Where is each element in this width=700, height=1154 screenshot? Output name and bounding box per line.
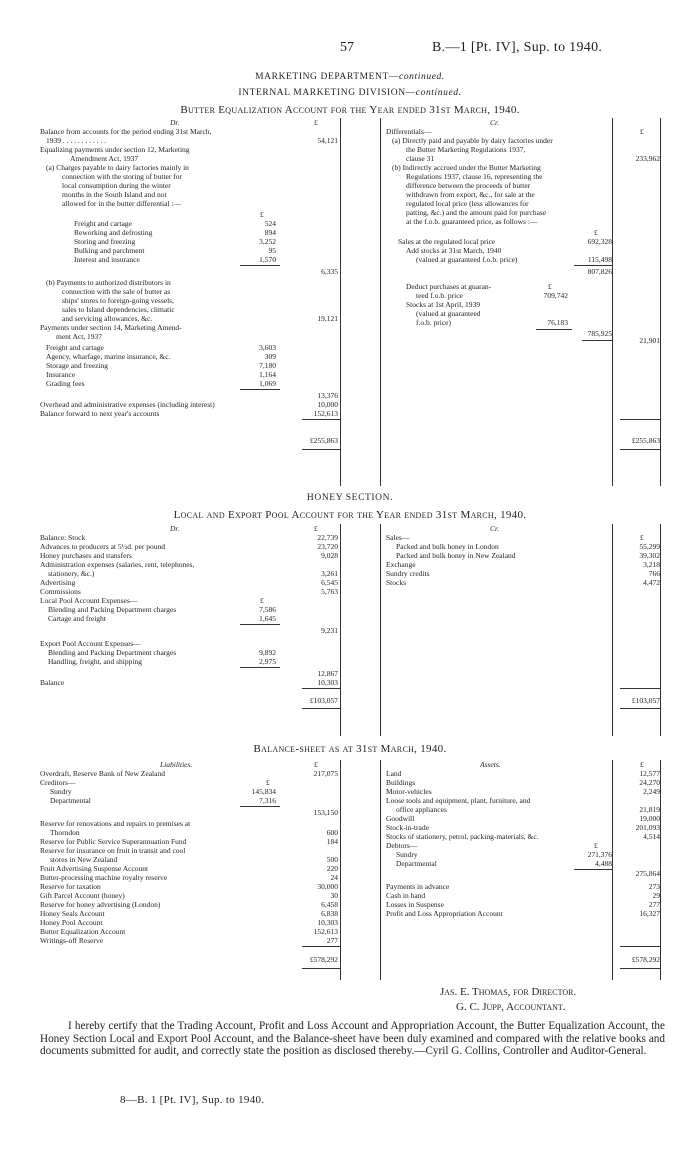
amount: 24,270 bbox=[639, 778, 660, 787]
amount: 21,901 bbox=[639, 336, 660, 345]
account-line: Packed and bulk honey in London bbox=[396, 542, 499, 551]
amount: 766 bbox=[648, 569, 660, 578]
amount: 3,252 bbox=[259, 237, 276, 246]
amount: 29 bbox=[652, 891, 660, 900]
account-line: f.o.b. price) bbox=[416, 318, 451, 327]
amount: 275,864 bbox=[635, 869, 660, 878]
amount: 233,962 bbox=[635, 154, 660, 163]
balance-line: Departmental bbox=[50, 796, 91, 805]
account-line: (a) Directly paid and payable by dairy factories under bbox=[392, 136, 553, 145]
account-line: Sales at the regulated local price bbox=[398, 237, 496, 246]
account-line: local consumption during the winter bbox=[62, 181, 171, 190]
balance-line: Land bbox=[386, 769, 402, 778]
amount: 217,075 bbox=[313, 769, 338, 778]
amount: 12,867 bbox=[317, 669, 338, 678]
account-line: Storage and freezing bbox=[46, 361, 109, 370]
amount: 600 bbox=[326, 828, 338, 837]
balance-line: Payments in advance bbox=[386, 882, 450, 891]
amount: 115,498 bbox=[587, 255, 612, 264]
account-line: Bulking and parchment bbox=[74, 246, 145, 255]
balance-sheet-table: Liabilities. £ Assets. £ Overdraft, Reserve Bank of New Zealand 217,075 Creditors— £ Sundry 145,834 Departmental 7,316 153,150 Reserve for renovations and repairs to premises at Thorndon 600 Reserve for Public Service Superannuation Fund 184 Reserve for insurance on fruit in transit and cool stores in New Zealand 500 Fruit Advertising Suspense Account 220 Butter-processing machine royalty reserve 24 Reserve for taxation 30,000 Gift Parcel Account (honey) 30 Reserve for honey advertising (London) 6,458 Honey Seals Account 6,838 Honey Pool Account 10,303 Butter Equalization Account 152,613 Writings-off Reserve 277 £578,292 Land 12,577 Buildings 24,270 Motor-vehicles 2,249 Loose tools and equipment, plant, furniture, and office appliances 21,819 Goodwill 19,000 Stock-in-trade 201,093 Stocks of stationery, petrol, packing-materials, &c. 4,514 Debtors— £ Sundry 271,376 Departmental 4,488 275,864 Payments in advance 273 Cash in hand 29 Losses in Suspense 277 Profit and Loss Appropriation Account 16,327 £578,292 bbox=[40, 760, 660, 980]
balance-line: Departmental bbox=[396, 859, 437, 868]
account-line: the Butter Marketing Regulations 1937, bbox=[406, 145, 526, 154]
amount: 273 bbox=[648, 882, 660, 891]
account-line: Storing and freezing bbox=[74, 237, 136, 246]
balance-line: Reserve for Public Service Superannuation Fund bbox=[40, 837, 187, 846]
amount: 3,218 bbox=[643, 560, 660, 569]
amount: 152,613 bbox=[313, 409, 338, 418]
amount: 6,838 bbox=[321, 909, 338, 918]
balance-line: Loose tools and equipment, plant, furniture, and bbox=[386, 796, 531, 805]
amount: 524 bbox=[264, 219, 276, 228]
honey-account-table: Dr. £ Cr. £ Balance: Stock 22,739 Advances to producers at 5½d. per pound 23,720 Honey purchases and transfers 9,028 Administration expenses (salaries, rent, telephones, stationery, &c.) 3,261 Advertising 6,545 Commissions 5,763 Local Pool Account Expenses— £ Blending and Packing Department charges 7,586 Cartage and freight 1,645 9,231 Export Pool Account Expenses— Blending and Packing Department charges 9,892 Handling, freight, and shipping 2,975 12,867 Balance 10,303 £103,057 Sales— Packed and bulk honey in London 55,299 Packed and bulk honey in New Zealand 39,302 Exchange 3,218 Sundry credits 766 Stocks 4,472 £103,057 bbox=[40, 524, 660, 736]
account-line: (b) Payments to authorized distributors in bbox=[46, 278, 171, 287]
account-line: Balance forward to next year's accounts bbox=[40, 409, 160, 418]
account-line: stationery, &c.) bbox=[48, 569, 95, 578]
department-title: MARKETING DEPARTMENT—continued. bbox=[255, 72, 445, 82]
account-line: allowed for in the butter differential :— bbox=[62, 199, 181, 208]
account-line: Blending and Packing Department charges bbox=[48, 648, 177, 657]
account-line: Commissions bbox=[40, 587, 81, 596]
amount: 201,093 bbox=[635, 823, 660, 832]
account-line: Advertising bbox=[40, 578, 76, 587]
document-reference: B.—1 [Pt. IV], Sup. to 1940. bbox=[432, 40, 603, 55]
amount: 39,302 bbox=[639, 551, 660, 560]
dr-heading: Dr. bbox=[170, 118, 180, 127]
amount: 7,180 bbox=[259, 361, 276, 370]
amount: 9,892 bbox=[259, 648, 276, 657]
account-line: Overhead and administrative expenses (including interest) bbox=[40, 400, 215, 409]
balance-line: stores in New Zealand bbox=[50, 855, 118, 864]
balance-line: Stocks of stationery, petrol, packing-materials, &c. bbox=[386, 832, 539, 841]
account-line: Stocks bbox=[386, 578, 407, 587]
amount: 1,164 bbox=[259, 370, 276, 379]
cr-heading: Cr. bbox=[490, 118, 499, 127]
amount: 24 bbox=[330, 873, 338, 882]
amount: 10,303 bbox=[317, 918, 338, 927]
account-line: Stocks at 1st April, 1939 bbox=[406, 300, 480, 309]
amount: 22,739 bbox=[317, 533, 338, 542]
balance-line: Cash in hand bbox=[386, 891, 426, 900]
accountant-signature: G. C. Jupp, Accountant. bbox=[456, 1001, 566, 1013]
amount: 10,000 bbox=[317, 400, 338, 409]
amount: 6,458 bbox=[321, 900, 338, 909]
amount: 1,645 bbox=[259, 614, 276, 623]
amount: 7,586 bbox=[259, 605, 276, 614]
butter-account-title: Butter Equalization Account for the Year ended 31st March, 1940. bbox=[180, 104, 520, 116]
page-footer: 8—B. 1 [Pt. IV], Sup. to 1940. bbox=[120, 1094, 265, 1106]
account-line: Balance: Stock bbox=[40, 533, 86, 542]
amount: 23,720 bbox=[317, 542, 338, 551]
account-line: difference between the proceeds of butter bbox=[406, 181, 531, 190]
butter-account-table: Dr. £ Cr. £ Balance from accounts for the period ending 31st March, 1939 . . . . . . . . . . . . 54,121 Equalizing payments under section 12, Marketing Amendment Act, 1937 (a) Charges payable to dairy factories mainly in connection with the storing of butter for local consumption during the winter months in the South Island and not allowed for in the butter differential :— £ Freight and cartage 524 Reworking and defrosting 894 Storing and freezing 3,252 Bulking and parchment 95 Interest and insurance 1,570 6,335 (b) Payments to authorized distributors in connection with the sale of butter as ships' stores to foreign-going vessels, sales to Island dependencies, climatic and servicing allowances, &c. 19,121 Payments under section 14, Marketing Amend- ment Act, 1937 Freight and cartage 3,603 Agency, wharfage, marine insurance, &c. 309 Storage and freezing 7,180 Insurance 1,164 Grading fees 1,069 13,376 Overhead and administrative expenses (including interest) 10,000 Balance forward to next year's accounts 152,613 £255,863 Differentials— (a) Directly paid and payable by dairy factories under the Butter Marketing Regulations 1937, clause 31 233,962 (b) Indirectly accrued under the Butter Marketing Regulations 1937, clause 16, representing the difference between the proceeds of butter withdrawn from export, &c., for sale at the regulated local price (less allowances for patting, &c.) and the amount paid for purchase at the f.o.b. guaranteed price, as follows :— £ Sales at the regulated local price 692,328 Add stocks at 31st March, 1940 (valued at guaranteed f.o.b. price) 115,498 807,826 Deduct purchases at guaran- £ teed f.o.b. price 709,742 Stocks at 1st April, 1939 (valued at guaranteed f.o.b. price) 76,183 785,925 21,901 £255,863 bbox=[40, 118, 660, 486]
amount: 95 bbox=[268, 246, 276, 255]
amount: 1,069 bbox=[259, 379, 276, 388]
account-line: Export Pool Account Expenses— bbox=[40, 639, 141, 648]
balance-line: Reserve for taxation bbox=[40, 882, 101, 891]
amount: 277 bbox=[326, 936, 338, 945]
account-line: Blending and Packing Department charges bbox=[48, 605, 177, 614]
amount: 10,303 bbox=[317, 678, 338, 687]
account-line: Reworking and defrosting bbox=[74, 228, 153, 237]
amount: 2,975 bbox=[259, 657, 276, 666]
balance-line: Debtors— bbox=[386, 841, 418, 850]
account-line: Freight and cartage bbox=[46, 343, 104, 352]
account-line: (valued at guaranteed bbox=[416, 309, 481, 318]
account-line: (a) Charges payable to dairy factories mainly in bbox=[46, 163, 189, 172]
amount: 13,376 bbox=[317, 391, 338, 400]
account-line: connection with the sale of butter as bbox=[62, 287, 171, 296]
balance-line: Thorndon bbox=[50, 828, 80, 837]
page-header bbox=[0, 40, 700, 60]
amount: 30,000 bbox=[317, 882, 338, 891]
account-line: Interest and insurance bbox=[74, 255, 140, 264]
account-line: connection with the storing of butter for bbox=[62, 172, 182, 181]
division-title: INTERNAL MARKETING DIVISION—continued. bbox=[238, 88, 462, 98]
honey-section-title: HONEY SECTION. bbox=[306, 493, 394, 503]
amount: 277 bbox=[648, 900, 660, 909]
account-line: and servicing allowances, &c. bbox=[62, 314, 153, 323]
account-line: Balance from accounts for the period ending 31st March, bbox=[40, 127, 212, 136]
amount: 894 bbox=[264, 228, 276, 237]
account-line: ships' stores to foreign-going vessels, bbox=[62, 296, 174, 305]
balance-line: Writings-off Reserve bbox=[40, 936, 104, 945]
amount: 153,150 bbox=[313, 808, 338, 817]
balance-line: Losses in Suspense bbox=[386, 900, 444, 909]
page-number: 57 bbox=[340, 40, 354, 55]
account-line: Add stocks at 31st March, 1940 bbox=[406, 246, 502, 255]
director-signature: Jas. E. Thomas, for Director. bbox=[440, 986, 577, 998]
balance-line: Stock-in-trade bbox=[386, 823, 429, 832]
balance-line: Sundry bbox=[50, 787, 72, 796]
amount: 807,826 bbox=[587, 267, 612, 276]
amount: 5,763 bbox=[321, 587, 338, 596]
amount: 271,376 bbox=[587, 850, 612, 859]
account-line: at the f.o.b. guaranteed price, as follows :— bbox=[406, 217, 538, 226]
balance-line: Butter Equalization Account bbox=[40, 927, 126, 936]
total-amount: £103,057 bbox=[309, 696, 338, 705]
total-amount: £255,863 bbox=[309, 436, 338, 445]
balance-line: Overdraft, Reserve Bank of New Zealand bbox=[40, 769, 165, 778]
amount: 2,249 bbox=[643, 787, 660, 796]
account-line: Exchange bbox=[386, 560, 416, 569]
account-line: Grading fees bbox=[46, 379, 85, 388]
account-line: patting, &c.) and the amount paid for purchase bbox=[406, 208, 547, 217]
amount: 3,261 bbox=[321, 569, 338, 578]
balance-line: Sundry bbox=[396, 850, 418, 859]
balance-line: office appliances bbox=[396, 805, 447, 814]
account-line: Agency, wharfage, marine insurance, &c. bbox=[46, 352, 171, 361]
amount: 500 bbox=[326, 855, 338, 864]
account-line: 1939 . . . . . . . . . . . . bbox=[46, 136, 106, 145]
balance-line: Goodwill bbox=[386, 814, 415, 823]
account-line: Honey purchases and transfers bbox=[40, 551, 132, 560]
account-line: Cartage and freight bbox=[48, 614, 106, 623]
amount: 9,231 bbox=[321, 626, 338, 635]
balance-line: Reserve for honey advertising (London) bbox=[40, 900, 161, 909]
assets-heading: Assets. bbox=[480, 760, 501, 769]
account-line: (b) Indirectly accrued under the Butter Marketing bbox=[392, 163, 541, 172]
account-line: Packed and bulk honey in New Zealand bbox=[396, 551, 516, 560]
amount: 9,028 bbox=[321, 551, 338, 560]
amount: 1,570 bbox=[259, 255, 276, 264]
balance-line: Creditors— bbox=[40, 778, 76, 787]
amount: 54,121 bbox=[317, 136, 338, 145]
amount: 7,316 bbox=[259, 796, 276, 805]
amount: 709,742 bbox=[543, 291, 568, 300]
account-line: Local Pool Account Expenses— bbox=[40, 596, 138, 605]
account-line: withdrawn from export, &c., for sale at the bbox=[406, 190, 535, 199]
balance-line: Motor-vehicles bbox=[386, 787, 432, 796]
account-line: Advances to producers at 5½d. per pound bbox=[40, 542, 165, 551]
liabilities-heading: Liabilities. bbox=[160, 760, 193, 769]
account-line: Deduct purchases at guaran- bbox=[406, 282, 492, 291]
account-line: Handling, freight, and shipping bbox=[48, 657, 142, 666]
balance-line: Butter-processing machine royalty reserve bbox=[40, 873, 168, 882]
amount: 12,577 bbox=[639, 769, 660, 778]
cr-heading: Cr. bbox=[490, 524, 499, 533]
account-line: ment Act, 1937 bbox=[56, 332, 103, 341]
audit-certificate: I hereby certify that the Trading Account, Profit and Loss Account and Appropriation Account, the Butter Equalization Account, the Honey Section Local and Export Pool Account, and the Balance-sheet have been duly examined and compared with the relative books and documents submitted for audit, and correctly state the position as disclosed thereby.—Cyril G. Collins, Controller and Auditor-General. bbox=[40, 1020, 665, 1058]
amount: 19,000 bbox=[639, 814, 660, 823]
account-line: Insurance bbox=[46, 370, 76, 379]
total-amount: £255,863 bbox=[631, 436, 660, 445]
amount: 6,545 bbox=[321, 578, 338, 587]
dr-heading: Dr. bbox=[170, 524, 180, 533]
account-line: Equalizing payments under section 12, Marketing bbox=[40, 145, 190, 154]
amount: 220 bbox=[326, 864, 338, 873]
amount: 3,603 bbox=[259, 343, 276, 352]
amount: 6,335 bbox=[321, 267, 338, 276]
amount: 692,328 bbox=[587, 237, 612, 246]
balance-line: Honey Pool Account bbox=[40, 918, 103, 927]
account-line: teed f.o.b. price bbox=[416, 291, 463, 300]
total-amount: £103,057 bbox=[631, 696, 660, 705]
balance-line: Honey Seals Account bbox=[40, 909, 105, 918]
balance-line: Profit and Loss Appropriation Account bbox=[386, 909, 503, 918]
account-line: regulated local price (less allowances for bbox=[406, 199, 529, 208]
amount: 4,472 bbox=[643, 578, 660, 587]
amount: 152,613 bbox=[313, 927, 338, 936]
account-line: Administration expenses (salaries, rent, telephones, bbox=[40, 560, 195, 569]
balance-line: Reserve for renovations and repairs to premises at bbox=[40, 819, 191, 828]
account-line: months in the South Island and not bbox=[62, 190, 167, 199]
account-line: Amendment Act, 1937 bbox=[70, 154, 139, 163]
balance-line: Buildings bbox=[386, 778, 416, 787]
amount: 4,514 bbox=[643, 832, 660, 841]
account-line: Sales— bbox=[386, 533, 410, 542]
balance-line: Gift Parcel Account (honey) bbox=[40, 891, 125, 900]
total-amount: £578,292 bbox=[309, 955, 338, 964]
amount: 145,834 bbox=[251, 787, 276, 796]
account-line: clause 31 bbox=[406, 154, 435, 163]
balance-sheet-title: Balance-sheet as at 31st March, 1940. bbox=[253, 743, 447, 755]
balance-line: Reserve for insurance on fruit in transit and cool bbox=[40, 846, 186, 855]
account-line: Payments under section 14, Marketing Amend- bbox=[40, 323, 182, 332]
amount: 16,327 bbox=[639, 909, 660, 918]
amount: 4,488 bbox=[595, 859, 612, 868]
honey-account-title: Local and Export Pool Account for the Year ended 31st March, 1940. bbox=[173, 509, 527, 521]
balance-line: Fruit Advertising Suspense Account bbox=[40, 864, 149, 873]
amount: 55,299 bbox=[639, 542, 660, 551]
amount: 19,121 bbox=[317, 314, 338, 323]
amount: 785,925 bbox=[587, 329, 612, 338]
amount: 184 bbox=[326, 837, 338, 846]
account-line: Differentials— bbox=[386, 127, 432, 136]
account-line: Sundry credits bbox=[386, 569, 430, 578]
amount: 76,183 bbox=[547, 318, 568, 327]
account-line: Freight and cartage bbox=[74, 219, 132, 228]
amount: 309 bbox=[264, 352, 276, 361]
amount: 21,819 bbox=[639, 805, 660, 814]
account-line: (valued at guaranteed f.o.b. price) bbox=[416, 255, 518, 264]
amount: 30 bbox=[330, 891, 338, 900]
account-line: Regulations 1937, clause 16, representing the bbox=[406, 172, 543, 181]
account-line: sales to Island dependencies, climatic bbox=[62, 305, 175, 314]
account-line: Balance bbox=[40, 678, 65, 687]
total-amount: £578,292 bbox=[631, 955, 660, 964]
